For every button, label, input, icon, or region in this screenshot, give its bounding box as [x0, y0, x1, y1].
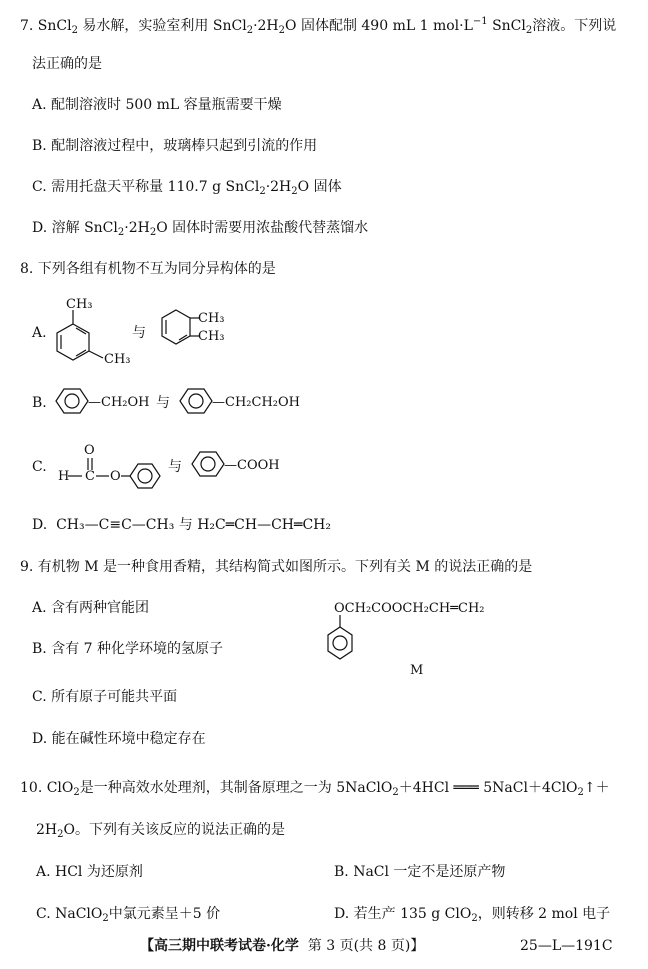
- compound-m-structure: [322, 595, 542, 685]
- footer-title: 【高三期中联考试卷·化学: [140, 938, 299, 954]
- o-xylene-structure: [158, 306, 238, 356]
- q8-c-and: 与: [168, 459, 182, 475]
- ch3-label: CH₃: [198, 329, 225, 344]
- q8-stem: 8. 下列各组有机物不互为同分异构体的是: [20, 261, 276, 277]
- ch2ch2oh-label: —CH₂CH₂OH: [212, 395, 300, 410]
- q8-b-and: 与: [156, 395, 170, 411]
- footer-page: 第 3 页(共 8 页)】: [307, 938, 425, 954]
- svg-text:H: H: [58, 469, 70, 484]
- q9-stem: 9. 有机物 M 是一种食用香精，其结构简式如图所示。下列有关 M 的说法正确的是: [20, 559, 533, 575]
- ch3-label: CH₃: [66, 297, 93, 312]
- q9-option-a: A. 含有两种官能团: [32, 600, 150, 616]
- svg-text:O: O: [84, 443, 95, 458]
- q8-option-b-label: B.: [32, 395, 47, 411]
- q7-option-a: A. 配制溶液时 500 mL 容量瓶需要干燥: [32, 97, 282, 113]
- q9-option-c: C. 所有原子可能共平面: [32, 689, 178, 705]
- phenyl-formate-structure: [54, 440, 174, 500]
- m-xylene-structure: [48, 296, 138, 376]
- benzoic-acid-structure: [188, 448, 308, 484]
- ch3-label: CH₃: [198, 311, 225, 326]
- q7-stem: 7. SnCl$_2$ 易水解，实验室利用 $SnCl_2\cdot 2H_2O$ 固体配制 490 mL 1 $mol\cdot L^{-1}$ SnCl$_2$溶液。下列说: [20, 16, 617, 36]
- q7-option-d: D. 溶解 $SnCl_2\cdot 2H_2O$ 固体时需要用浓盐酸代替蒸馏水: [32, 220, 369, 238]
- m-formula: OCH₂COOCH₂CH═CH₂: [334, 601, 485, 616]
- svg-text:C: C: [85, 469, 95, 484]
- benzyl-alcohol-structure: [52, 385, 172, 421]
- q8-option-a-label: A.: [32, 325, 47, 341]
- ch3-label: CH₃: [104, 352, 131, 367]
- q8-option-c-label: C.: [32, 459, 47, 475]
- page-footer: [140, 937, 424, 955]
- footer-code: 25—L—191C: [520, 938, 613, 954]
- svg-text:O: O: [110, 469, 121, 484]
- q7-option-b: B. 配制溶液过程中，玻璃棒只起到引流的作用: [32, 138, 318, 154]
- phenylethanol-structure: [176, 385, 326, 421]
- q10-stem-cont: $2H_2O$。下列有关该反应的说法正确的是: [36, 822, 285, 840]
- ch2oh-label: —CH₂OH: [88, 395, 150, 410]
- q10-option-a: A. HCl 为还原剂: [36, 864, 143, 880]
- q10-option-b: B. NaCl 一定不是还原产物: [334, 864, 506, 880]
- m-label: M: [410, 663, 424, 678]
- q10-stem: 10. ClO$_2$是一种高效水处理剂，其制备原理之一为 5NaClO$_2$＋4HCl ═══ 5NaCl＋4ClO$_2$↑＋: [20, 780, 610, 798]
- q9-option-d: D. 能在碱性环境中稳定存在: [32, 731, 206, 747]
- cooh-label: —COOH: [224, 458, 280, 473]
- q8-a-and: 与: [132, 325, 146, 341]
- q9-option-b: B. 含有 7 种化学环境的氢原子: [32, 641, 223, 657]
- q8-option-d: D. CH₃—C≡C—CH₃ 与 H₂C═CH—CH═CH₂: [32, 517, 331, 533]
- q10-option-c: C. NaClO$_2$中氯元素呈＋5 价: [36, 906, 221, 924]
- q10-option-d: D. 若生产 135 g ClO$_2$，则转移 2 mol 电子: [334, 906, 611, 924]
- q7-option-c: C. 需用托盘天平称量 110.7 g $SnCl_2\cdot 2H_2O$ 固体: [32, 179, 342, 197]
- q7-stem-cont: 法正确的是: [32, 56, 102, 72]
